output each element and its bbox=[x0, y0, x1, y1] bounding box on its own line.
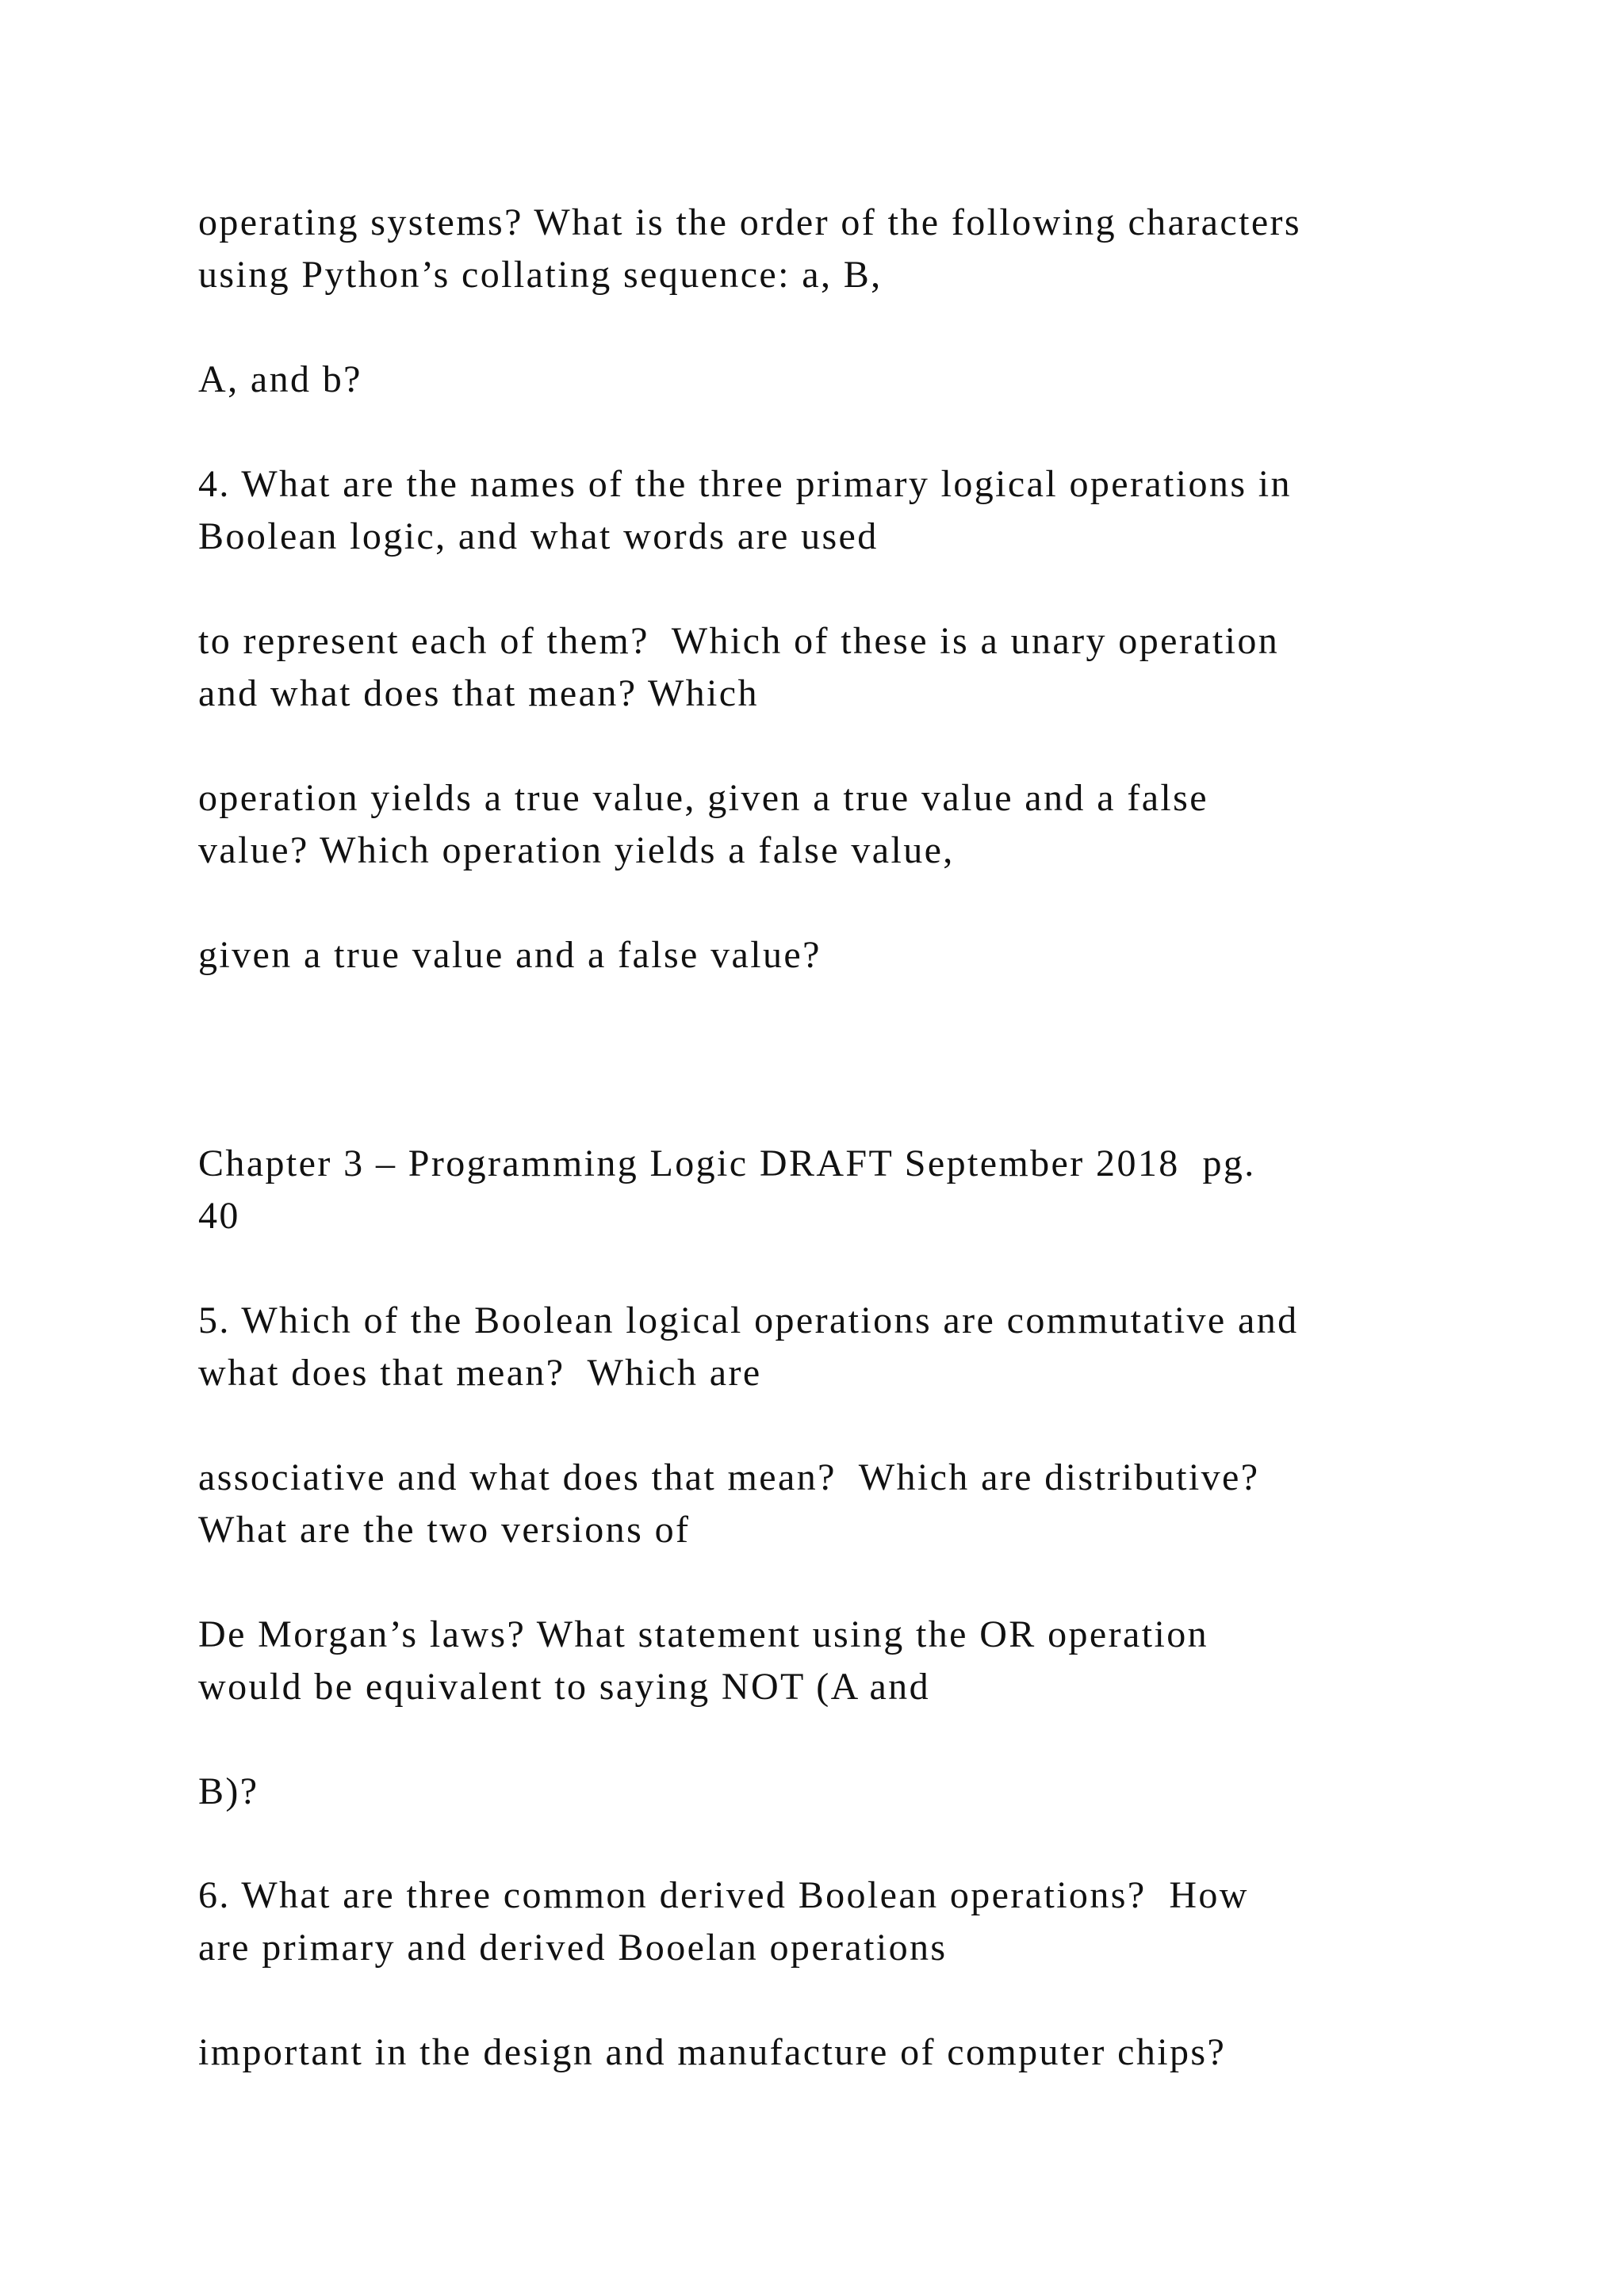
paragraph-9: De Morgan’s laws? What statement using the OR operation would be equivalent to saying NOT (A and bbox=[198, 1613, 1208, 1708]
paragraph-2: A, and b? bbox=[198, 358, 362, 400]
paragraph-1: operating systems? What is the order of the following characters using Python’s collating sequence: a, B, bbox=[198, 201, 1301, 296]
paragraph-5: operation yields a true value, given a true value and a false value? Which operation yields a false value, bbox=[198, 777, 1208, 871]
paragraph-3: 4. What are the names of the three primary logical operations in Boolean logic, and what words are used bbox=[198, 463, 1292, 557]
page-footer: Chapter 3 – Programming Logic DRAFT September 2018 pg. 40 bbox=[198, 1142, 1256, 1237]
paragraph-12: important in the design and manufacture of computer chips? bbox=[198, 2031, 1227, 2073]
paragraph-11: 6. What are three common derived Boolean operations? How are primary and derived Booelan operations bbox=[198, 1874, 1249, 1969]
paragraph-4: to represent each of them? Which of these is a unary operation and what does that mean? Which bbox=[198, 620, 1280, 714]
paragraph-8: associative and what does that mean? Which are distributive? What are the two versions of bbox=[198, 1456, 1260, 1551]
paragraph-7: 5. Which of the Boolean logical operations are commutative and what does that mean? Which are bbox=[198, 1299, 1299, 1394]
paragraph-6: given a true value and a false value? bbox=[198, 934, 822, 976]
paragraph-10: B)? bbox=[198, 1770, 259, 1812]
